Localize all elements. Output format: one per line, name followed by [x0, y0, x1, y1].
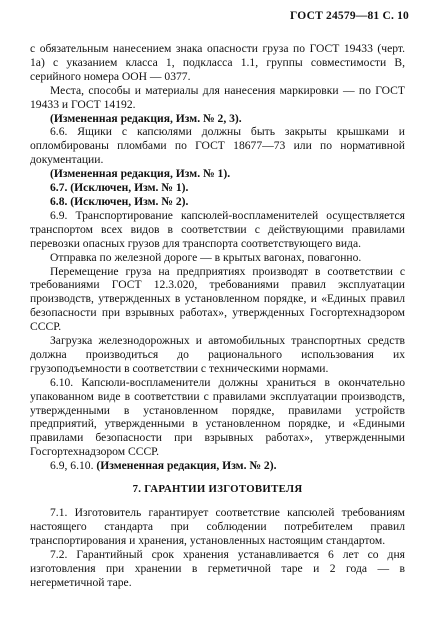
paragraph-amendment-1: (Измененная редакция, Изм. № 1). [50, 167, 231, 181]
paragraph-marking-methods: Места, способы и материалы для нанесения маркировки — по ГОСТ 19433 и ГОСТ 14192. [30, 83, 405, 111]
paragraph-6-6: 6.6. Ящики с капсюлями должны быть закрыты крышками и опломбированы пломбами по ГОСТ 18677—73 или по нормативной документации. [30, 125, 405, 167]
paragraph-cargo-movement: Перемещение груза на предприятиях производят в соответствии с требованиями ГОСТ 12.3.020, требованиями правил эксплуатации производств, утвержденных в установленном порядке, и «Единых правил безопасности при взрывных работах», утвержденных Госгортехнадзором СССР. [30, 264, 405, 334]
page-header: ГОСТ 24579—81 С. 10 [290, 10, 409, 22]
amendment-lead: 6.9, 6.10. [50, 459, 94, 473]
paragraph-amendment-6-9-6-10 [30, 459, 405, 473]
paragraph-7-2: 7.2. Гарантийный срок хранения устанавливается 6 лет со дня изготовления при хранении в герметичной таре и 2 года — в негерметичной таре. [30, 547, 405, 589]
paragraph-loading: Загрузка железнодорожных и автомобильных транспортных средств должна производиться до рационального использования их грузоподъемности в соответствии с техническими нормами. [30, 334, 405, 375]
section-title-warranty: 7. ГАРАНТИИ ИЗГОТОВИТЕЛЯ [132, 483, 303, 496]
paragraph-6-7: 6.7. (Исключен, Изм. № 1). [50, 181, 189, 195]
paragraph-7-1: 7.1. Изготовитель гарантирует соответствие капсюлей требованиям настоящего стандарта при соблюдении потребителем правил транспортирования и хранения, установленных настоящим стандартом. [30, 506, 405, 547]
paragraph-6-9: 6.9. Транспортирование капсюлей-воспламенителей осуществляется транспортом всех видов в соответствии с действующими правилами перевозки опасных грузов для транспорта соответствующего вида. [30, 208, 405, 250]
paragraph-marking-continuation: с обязательным нанесением знака опасности груза по ГОСТ 19433 (черт. 1а) с указанием класса 1, подкласса 1.1, группы совместимости В, серийного номера ООН — 0377. [30, 42, 405, 83]
amendment-text: (Измененная редакция, Изм. № 2). [96, 459, 277, 473]
paragraph-6-10: 6.10. Капсюли-воспламенители должны храниться в окончательно упакованном виде в соответствии с правилами эксплуатации производств, утвержденными в установленном порядке, правилами устройств предприятий, утвержденными в установленном порядке, и «Едиными правилами безопасности при взрывных работах», утвержденными Госгортехнадзором СССР. [30, 375, 405, 459]
document-body [30, 42, 405, 589]
paragraph-rail-shipment: Отправка по железной дороге — в крытых вагонах, повагонно. [50, 250, 362, 264]
paragraph-6-8: 6.8. (Исключен, Изм. № 2). [50, 194, 189, 208]
paragraph-amendment-2-3: (Измененная редакция, Изм. № 2, 3). [50, 111, 242, 125]
